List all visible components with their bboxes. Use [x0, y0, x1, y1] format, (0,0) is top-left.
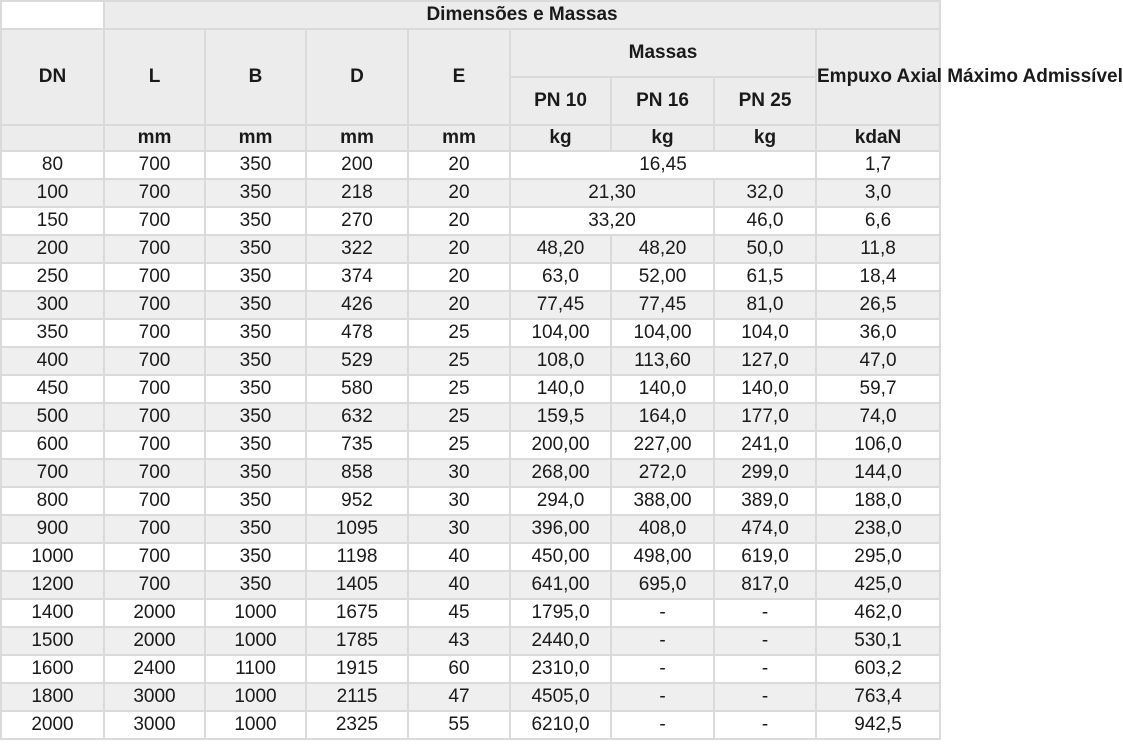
cell-d: 1198	[306, 543, 408, 571]
cell-empuxo: 425,0	[816, 571, 940, 599]
table-row	[1, 431, 940, 459]
cell-e: 25	[408, 347, 510, 375]
cell-empuxo: 295,0	[816, 543, 940, 571]
cell-d: 1405	[306, 571, 408, 599]
cell-pn10: 77,45	[510, 291, 611, 319]
unit-pn16: kg	[611, 125, 714, 151]
unit-l: mm	[104, 125, 205, 151]
cell-pn25: 177,0	[714, 403, 816, 431]
cell-pn25: 32,0	[714, 179, 816, 207]
cell-pn10: 268,00	[510, 459, 611, 487]
cell-b: 350	[205, 151, 306, 179]
cell-pn25: 817,0	[714, 571, 816, 599]
unit-e: mm	[408, 125, 510, 151]
cell-pn16: 498,00	[611, 543, 714, 571]
cell-e: 47	[408, 683, 510, 711]
cell-pn25: 241,0	[714, 431, 816, 459]
cell-d: 952	[306, 487, 408, 515]
cell-massa-merged: 33,20	[510, 207, 714, 235]
cell-l: 700	[104, 487, 205, 515]
cell-dn: 600	[1, 431, 104, 459]
cell-pn25: -	[714, 599, 816, 627]
cell-pn16: 140,0	[611, 375, 714, 403]
cell-b: 350	[205, 319, 306, 347]
cell-pn16: 695,0	[611, 571, 714, 599]
header-b: B	[205, 29, 306, 125]
cell-d: 735	[306, 431, 408, 459]
header-corner	[1, 1, 104, 29]
cell-empuxo: 462,0	[816, 599, 940, 627]
cell-d: 426	[306, 291, 408, 319]
unit-empuxo: kdaN	[816, 125, 940, 151]
table-row	[1, 179, 940, 207]
table-row	[1, 375, 940, 403]
cell-empuxo: 3,0	[816, 179, 940, 207]
cell-empuxo: 74,0	[816, 403, 940, 431]
cell-e: 30	[408, 459, 510, 487]
cell-dn: 1400	[1, 599, 104, 627]
cell-e: 30	[408, 487, 510, 515]
cell-pn10: 2440,0	[510, 627, 611, 655]
cell-pn10: 140,0	[510, 375, 611, 403]
cell-empuxo: 6,6	[816, 207, 940, 235]
table-row	[1, 627, 940, 655]
cell-pn25: 619,0	[714, 543, 816, 571]
cell-l: 700	[104, 375, 205, 403]
cell-empuxo: 942,5	[816, 711, 940, 739]
cell-dn: 1000	[1, 543, 104, 571]
cell-e: 55	[408, 711, 510, 739]
cell-l: 2000	[104, 599, 205, 627]
cell-b: 1000	[205, 683, 306, 711]
table-row	[1, 683, 940, 711]
cell-dn: 150	[1, 207, 104, 235]
cell-b: 350	[205, 207, 306, 235]
cell-pn16: 104,00	[611, 319, 714, 347]
cell-l: 700	[104, 459, 205, 487]
table-row	[1, 403, 940, 431]
cell-b: 1100	[205, 655, 306, 683]
cell-empuxo: 106,0	[816, 431, 940, 459]
cell-d: 2115	[306, 683, 408, 711]
cell-pn10: 4505,0	[510, 683, 611, 711]
cell-l: 700	[104, 319, 205, 347]
cell-pn10: 63,0	[510, 263, 611, 291]
cell-d: 529	[306, 347, 408, 375]
table-row	[1, 515, 940, 543]
cell-d: 200	[306, 151, 408, 179]
cell-dn: 1200	[1, 571, 104, 599]
cell-b: 350	[205, 291, 306, 319]
cell-dn: 1500	[1, 627, 104, 655]
table-row	[1, 235, 940, 263]
cell-pn25: 104,0	[714, 319, 816, 347]
cell-pn16: 388,00	[611, 487, 714, 515]
cell-e: 20	[408, 151, 510, 179]
table-row	[1, 459, 940, 487]
table-title: Dimensões e Massas	[104, 1, 940, 29]
cell-e: 45	[408, 599, 510, 627]
unit-dn-blank	[1, 125, 104, 151]
cell-l: 2400	[104, 655, 205, 683]
cell-e: 20	[408, 179, 510, 207]
table-row	[1, 347, 940, 375]
table-row	[1, 571, 940, 599]
cell-pn10: 104,00	[510, 319, 611, 347]
cell-empuxo: 1,7	[816, 151, 940, 179]
cell-l: 700	[104, 151, 205, 179]
table-row	[1, 263, 940, 291]
cell-pn10: 159,5	[510, 403, 611, 431]
cell-e: 20	[408, 207, 510, 235]
cell-pn10: 108,0	[510, 347, 611, 375]
cell-pn16: -	[611, 655, 714, 683]
cell-pn10: 48,20	[510, 235, 611, 263]
cell-e: 40	[408, 571, 510, 599]
table-row	[1, 319, 940, 347]
cell-l: 700	[104, 571, 205, 599]
cell-l: 700	[104, 543, 205, 571]
cell-e: 20	[408, 291, 510, 319]
cell-d: 1915	[306, 655, 408, 683]
cell-empuxo: 18,4	[816, 263, 940, 291]
cell-e: 20	[408, 263, 510, 291]
cell-b: 350	[205, 515, 306, 543]
cell-d: 2325	[306, 711, 408, 739]
cell-dn: 500	[1, 403, 104, 431]
cell-empuxo: 188,0	[816, 487, 940, 515]
cell-l: 700	[104, 291, 205, 319]
header-empuxo: Empuxo Axial Máximo Admissível	[816, 29, 940, 125]
cell-pn10: 450,00	[510, 543, 611, 571]
cell-pn16: 113,60	[611, 347, 714, 375]
cell-pn16: 272,0	[611, 459, 714, 487]
table-row	[1, 207, 940, 235]
cell-pn25: 46,0	[714, 207, 816, 235]
cell-d: 858	[306, 459, 408, 487]
cell-b: 350	[205, 179, 306, 207]
unit-pn10: kg	[510, 125, 611, 151]
cell-empuxo: 59,7	[816, 375, 940, 403]
cell-pn16: -	[611, 711, 714, 739]
cell-dn: 350	[1, 319, 104, 347]
cell-dn: 400	[1, 347, 104, 375]
cell-b: 1000	[205, 627, 306, 655]
cell-dn: 300	[1, 291, 104, 319]
cell-l: 700	[104, 347, 205, 375]
header-e: E	[408, 29, 510, 125]
cell-empuxo: 763,4	[816, 683, 940, 711]
cell-empuxo: 36,0	[816, 319, 940, 347]
cell-pn25: -	[714, 655, 816, 683]
cell-empuxo: 26,5	[816, 291, 940, 319]
cell-d: 632	[306, 403, 408, 431]
cell-e: 43	[408, 627, 510, 655]
cell-dn: 80	[1, 151, 104, 179]
table-row	[1, 151, 940, 179]
unit-b: mm	[205, 125, 306, 151]
cell-b: 350	[205, 571, 306, 599]
cell-d: 218	[306, 179, 408, 207]
cell-pn25: 81,0	[714, 291, 816, 319]
cell-e: 25	[408, 431, 510, 459]
cell-dn: 800	[1, 487, 104, 515]
cell-pn16: -	[611, 627, 714, 655]
cell-pn10: 396,00	[510, 515, 611, 543]
cell-b: 350	[205, 235, 306, 263]
table-row	[1, 487, 940, 515]
cell-empuxo: 238,0	[816, 515, 940, 543]
cell-dn: 450	[1, 375, 104, 403]
cell-l: 700	[104, 431, 205, 459]
cell-dn: 900	[1, 515, 104, 543]
cell-massa-merged: 21,30	[510, 179, 714, 207]
cell-pn16: 52,00	[611, 263, 714, 291]
cell-d: 478	[306, 319, 408, 347]
cell-b: 350	[205, 403, 306, 431]
cell-l: 700	[104, 263, 205, 291]
cell-pn10: 200,00	[510, 431, 611, 459]
cell-pn10: 2310,0	[510, 655, 611, 683]
cell-pn25: 140,0	[714, 375, 816, 403]
cell-d: 1675	[306, 599, 408, 627]
cell-empuxo: 603,2	[816, 655, 940, 683]
header-dn: DN	[1, 29, 104, 125]
header-massas: Massas	[510, 29, 816, 77]
cell-l: 700	[104, 515, 205, 543]
cell-dn: 100	[1, 179, 104, 207]
unit-pn25: kg	[714, 125, 816, 151]
header-pn10: PN 10	[510, 77, 611, 125]
cell-pn16: 408,0	[611, 515, 714, 543]
cell-e: 30	[408, 515, 510, 543]
cell-massa-merged: 16,45	[510, 151, 816, 179]
cell-e: 25	[408, 403, 510, 431]
cell-b: 350	[205, 375, 306, 403]
cell-dn: 2000	[1, 711, 104, 739]
cell-pn25: 389,0	[714, 487, 816, 515]
cell-empuxo: 530,1	[816, 627, 940, 655]
cell-empuxo: 144,0	[816, 459, 940, 487]
cell-e: 20	[408, 235, 510, 263]
cell-l: 3000	[104, 711, 205, 739]
cell-l: 700	[104, 179, 205, 207]
cell-pn16: 164,0	[611, 403, 714, 431]
cell-b: 350	[205, 543, 306, 571]
cell-pn25: -	[714, 711, 816, 739]
table-row	[1, 291, 940, 319]
cell-pn25: -	[714, 683, 816, 711]
cell-e: 60	[408, 655, 510, 683]
cell-d: 580	[306, 375, 408, 403]
cell-pn16: -	[611, 683, 714, 711]
table-row	[1, 543, 940, 571]
cell-pn25: -	[714, 627, 816, 655]
header-pn25: PN 25	[714, 77, 816, 125]
cell-b: 1000	[205, 599, 306, 627]
cell-d: 1095	[306, 515, 408, 543]
cell-pn16: -	[611, 599, 714, 627]
cell-l: 700	[104, 207, 205, 235]
cell-pn16: 227,00	[611, 431, 714, 459]
cell-pn25: 299,0	[714, 459, 816, 487]
cell-dn: 700	[1, 459, 104, 487]
cell-l: 3000	[104, 683, 205, 711]
cell-pn16: 48,20	[611, 235, 714, 263]
cell-pn10: 641,00	[510, 571, 611, 599]
cell-pn25: 127,0	[714, 347, 816, 375]
cell-b: 350	[205, 487, 306, 515]
cell-e: 40	[408, 543, 510, 571]
table-row	[1, 711, 940, 739]
cell-dn: 250	[1, 263, 104, 291]
cell-b: 350	[205, 347, 306, 375]
table-body	[1, 151, 940, 739]
header-d: D	[306, 29, 408, 125]
header-l: L	[104, 29, 205, 125]
cell-e: 25	[408, 319, 510, 347]
cell-empuxo: 11,8	[816, 235, 940, 263]
cell-b: 350	[205, 431, 306, 459]
cell-b: 1000	[205, 711, 306, 739]
cell-d: 1785	[306, 627, 408, 655]
cell-l: 700	[104, 235, 205, 263]
cell-pn10: 1795,0	[510, 599, 611, 627]
cell-e: 25	[408, 375, 510, 403]
cell-l: 2000	[104, 627, 205, 655]
cell-dn: 200	[1, 235, 104, 263]
cell-pn25: 61,5	[714, 263, 816, 291]
cell-d: 322	[306, 235, 408, 263]
cell-pn25: 50,0	[714, 235, 816, 263]
cell-pn25: 474,0	[714, 515, 816, 543]
table-row	[1, 599, 940, 627]
table-row	[1, 655, 940, 683]
cell-dn: 1600	[1, 655, 104, 683]
cell-pn10: 6210,0	[510, 711, 611, 739]
cell-pn16: 77,45	[611, 291, 714, 319]
unit-d: mm	[306, 125, 408, 151]
header-pn16: PN 16	[611, 77, 714, 125]
cell-b: 350	[205, 263, 306, 291]
cell-d: 270	[306, 207, 408, 235]
cell-empuxo: 47,0	[816, 347, 940, 375]
cell-d: 374	[306, 263, 408, 291]
cell-b: 350	[205, 459, 306, 487]
cell-dn: 1800	[1, 683, 104, 711]
cell-pn10: 294,0	[510, 487, 611, 515]
cell-l: 700	[104, 403, 205, 431]
